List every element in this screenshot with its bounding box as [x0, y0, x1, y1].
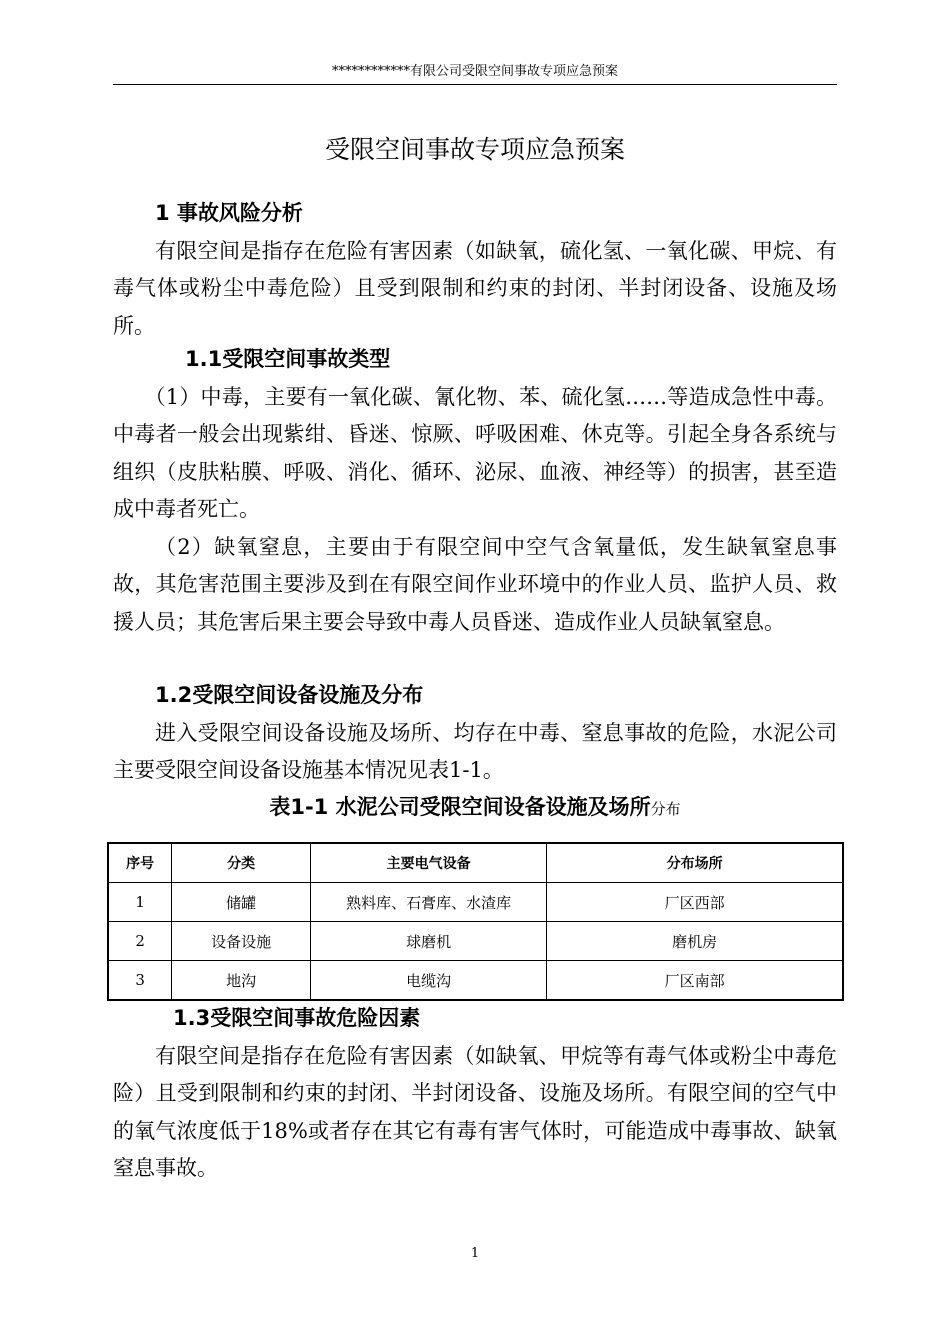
section-1-1	[113, 341, 837, 641]
table-row	[108, 922, 843, 961]
cell-location: 厂区南部	[547, 961, 843, 1001]
header-rule	[113, 84, 837, 85]
cell-index: 3	[108, 961, 172, 1001]
section-1-heading: 1 事故风险分析	[155, 201, 303, 225]
cell-location: 磨机房	[547, 922, 843, 961]
section-1-3-heading: 1.3受限空间事故危险因素	[173, 1006, 421, 1030]
cell-index: 1	[108, 883, 172, 922]
table-caption-suffix: 分布	[650, 800, 681, 818]
section-1-3-paragraph: 有限空间是指存在危险有害因素（如缺氧、甲烷等有毒气体或粉尘中毒危险）且受到限制和约束的封闭、半封闭设备、设施及场所。有限空间的空气中的氧气浓度低于18%或者存在其它有毒有害气体时，可能造成中毒事故、缺氧窒息事故。	[113, 1043, 837, 1180]
cell-category: 设备设施	[172, 922, 311, 961]
section-1-paragraph: 有限空间是指存在危险有害因素（如缺氧，硫化氢、一氧化碳、甲烷、有毒气体或粉尘中毒危险）且受到限制和约束的封闭、半封闭设备、设施及场所。	[113, 238, 837, 338]
facilities-table	[107, 842, 844, 1001]
section-1-1-paragraph-2: （2）缺氧窒息，主要由于有限空间中空气含氧量低，发生缺氧窒息事故，其危害范围主要涉及到在有限空间作业环境中的作业人员、监护人员、救援人员；其危害后果主要会导致中毒人员昏迷、造成作业人员缺氧窒息。	[113, 534, 837, 634]
section-1-2	[113, 677, 837, 790]
page-header: ************有限公司受限空间事故专项应急预案	[331, 64, 618, 79]
header-location: 分布场所	[547, 843, 843, 883]
table-header-row	[108, 843, 843, 883]
cell-equipment: 电缆沟	[310, 961, 546, 1001]
table-caption-main: 表1-1 水泥公司受限空间设备设施及场所	[269, 795, 651, 819]
section-1-3	[113, 1000, 837, 1188]
section-1-1-paragraph-1: （1）中毒，主要有一氧化碳、氰化物、苯、硫化氢……等造成急性中毒。中毒者一般会出现紫绀、昏迷、惊厥、呼吸困难、休克等。引起全身各系统与组织（皮肤粘膜、呼吸、消化、循环、泌尿、血液、神经等）的损害，甚至造成中毒者死亡。	[113, 384, 837, 521]
header-equipment: 主要电气设备	[310, 843, 546, 883]
page-number: 1	[470, 1246, 480, 1261]
cell-category: 地沟	[172, 961, 311, 1001]
section-1-2-heading: 1.2受限空间设备设施及分布	[155, 683, 424, 707]
cell-category: 储罐	[172, 883, 311, 922]
section-1	[113, 195, 837, 345]
cell-location: 厂区西部	[547, 883, 843, 922]
table-caption	[113, 789, 837, 827]
section-1-1-heading: 1.1受限空间事故类型	[185, 347, 391, 371]
section-1-2-paragraph: 进入受限空间设备设施及场所、均存在中毒、窒息事故的危险，水泥公司主要受限空间设备设施基本情况见表1-1。	[113, 720, 837, 782]
table-row	[108, 883, 843, 922]
cell-index: 2	[108, 922, 172, 961]
cell-equipment: 熟料库、石膏库、水渣库	[310, 883, 546, 922]
header-category: 分类	[172, 843, 311, 883]
document-title: 受限空间事故专项应急预案	[324, 135, 625, 164]
cell-equipment: 球磨机	[310, 922, 546, 961]
table-row	[108, 961, 843, 1001]
header-index: 序号	[108, 843, 172, 883]
